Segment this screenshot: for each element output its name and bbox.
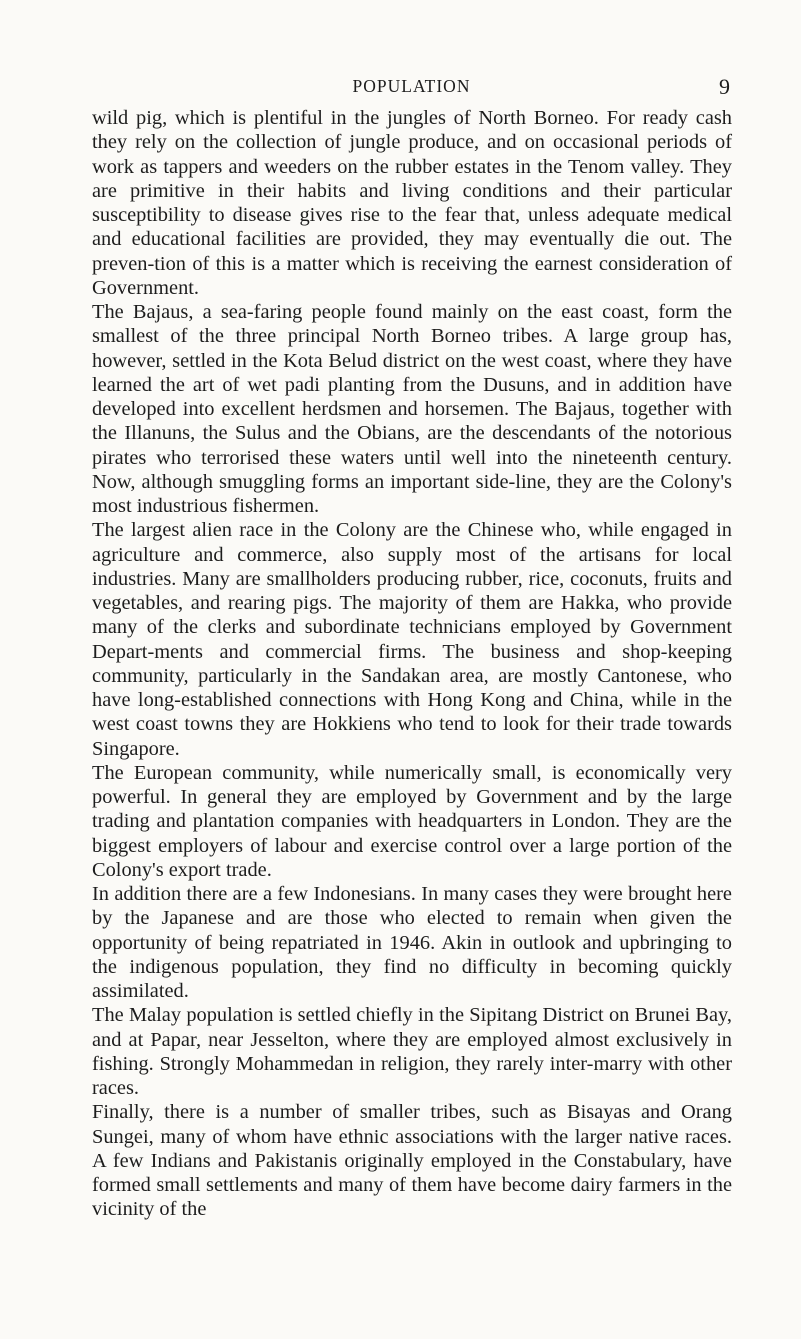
page-number: 9 xyxy=(719,74,730,99)
paragraph-wild-pig: wild pig, which is plentiful in the jungles of North Borneo. For ready cash they rely on the collection of jungle produce, and on occasional periods of work as tappers and weeders on the rubber estates in the Tenom valley. They are primitive in their habits and living conditions and their particular susceptibility to disease gives rise to the fear that, unless adequate medical and educational facilities are provided, they may eventually die out. The preven-tion of this is a matter which is receiving the earnest consideration of Government. xyxy=(92,107,732,299)
paragraph-indonesians: In addition there are a few Indonesians. In many cases they were brought here by the Japanese and are those who elected to remain when given the opportunity of being repatriated in 1946. Akin in outlook and upbringing to the indigenous population, they find no difficulty in becoming quickly assimilated. xyxy=(92,883,732,1002)
paragraph-bajaus: The Bajaus, a sea-faring people found mainly on the east coast, form the smallest of the three principal North Borneo tribes. A large group has, however, settled in the Kota Belud district on the west coast, where they have learned the art of wet padi planting from the Dusuns, and in addition have developed into excellent herdsmen and horsemen. The Bajaus, together with the Illanuns, the Sulus and the Obians, are the descendants of the notorious pirates who terrorised these waters until well into the nineteenth century. Now, although smuggling forms an important side-line, they are the Colony's most industrious fishermen. xyxy=(92,301,732,517)
paragraph-smaller-tribes: Finally, there is a number of smaller tribes, such as Bisayas and Orang Sungei, many of whom have ethnic associations with the larger native races. A few Indians and Pakistanis originally employed in the Constabulary, have formed small settlements and many of them have become dairy farmers in the vicinity of the xyxy=(92,1101,732,1221)
paragraph-european: The European community, while numerically small, is economically very powerful. In general they are employed by Government and by the large trading and plantation companies with headquarters in London. They are the biggest employers of labour and exercise control over a large portion of the Colony's export trade. xyxy=(92,761,732,881)
paragraph-chinese: The largest alien race in the Colony are the Chinese who, while engaged in agriculture and commerce, also supply most of the artisans for local industries. Many are smallholders producing rubber, rice, coconuts, fruits and vegetables, and rearing pigs. The majority of them are Hakka, who provide many of the clerks and subordinate technicians employed by Government Depart-ments and commercial firms. The business and shop-keeping community, particularly in the Sandakan area, are mostly Cantonese, who have long-established connections with Hong Kong and China, while in the west coast towns they are Hokkiens who tend to look for their trade towards Singapore. xyxy=(92,519,732,760)
running-header xyxy=(93,76,730,102)
body-text xyxy=(92,106,732,1222)
running-title: POPULATION xyxy=(352,76,471,96)
paragraph-malay: The Malay population is settled chiefly in the Sipitang District on Brunei Bay, and at Papar, near Jesselton, where they are employed almost exclusively in fishing. Strongly Mohammedan in religion, they rarely inter-marry with other races. xyxy=(92,1004,732,1099)
